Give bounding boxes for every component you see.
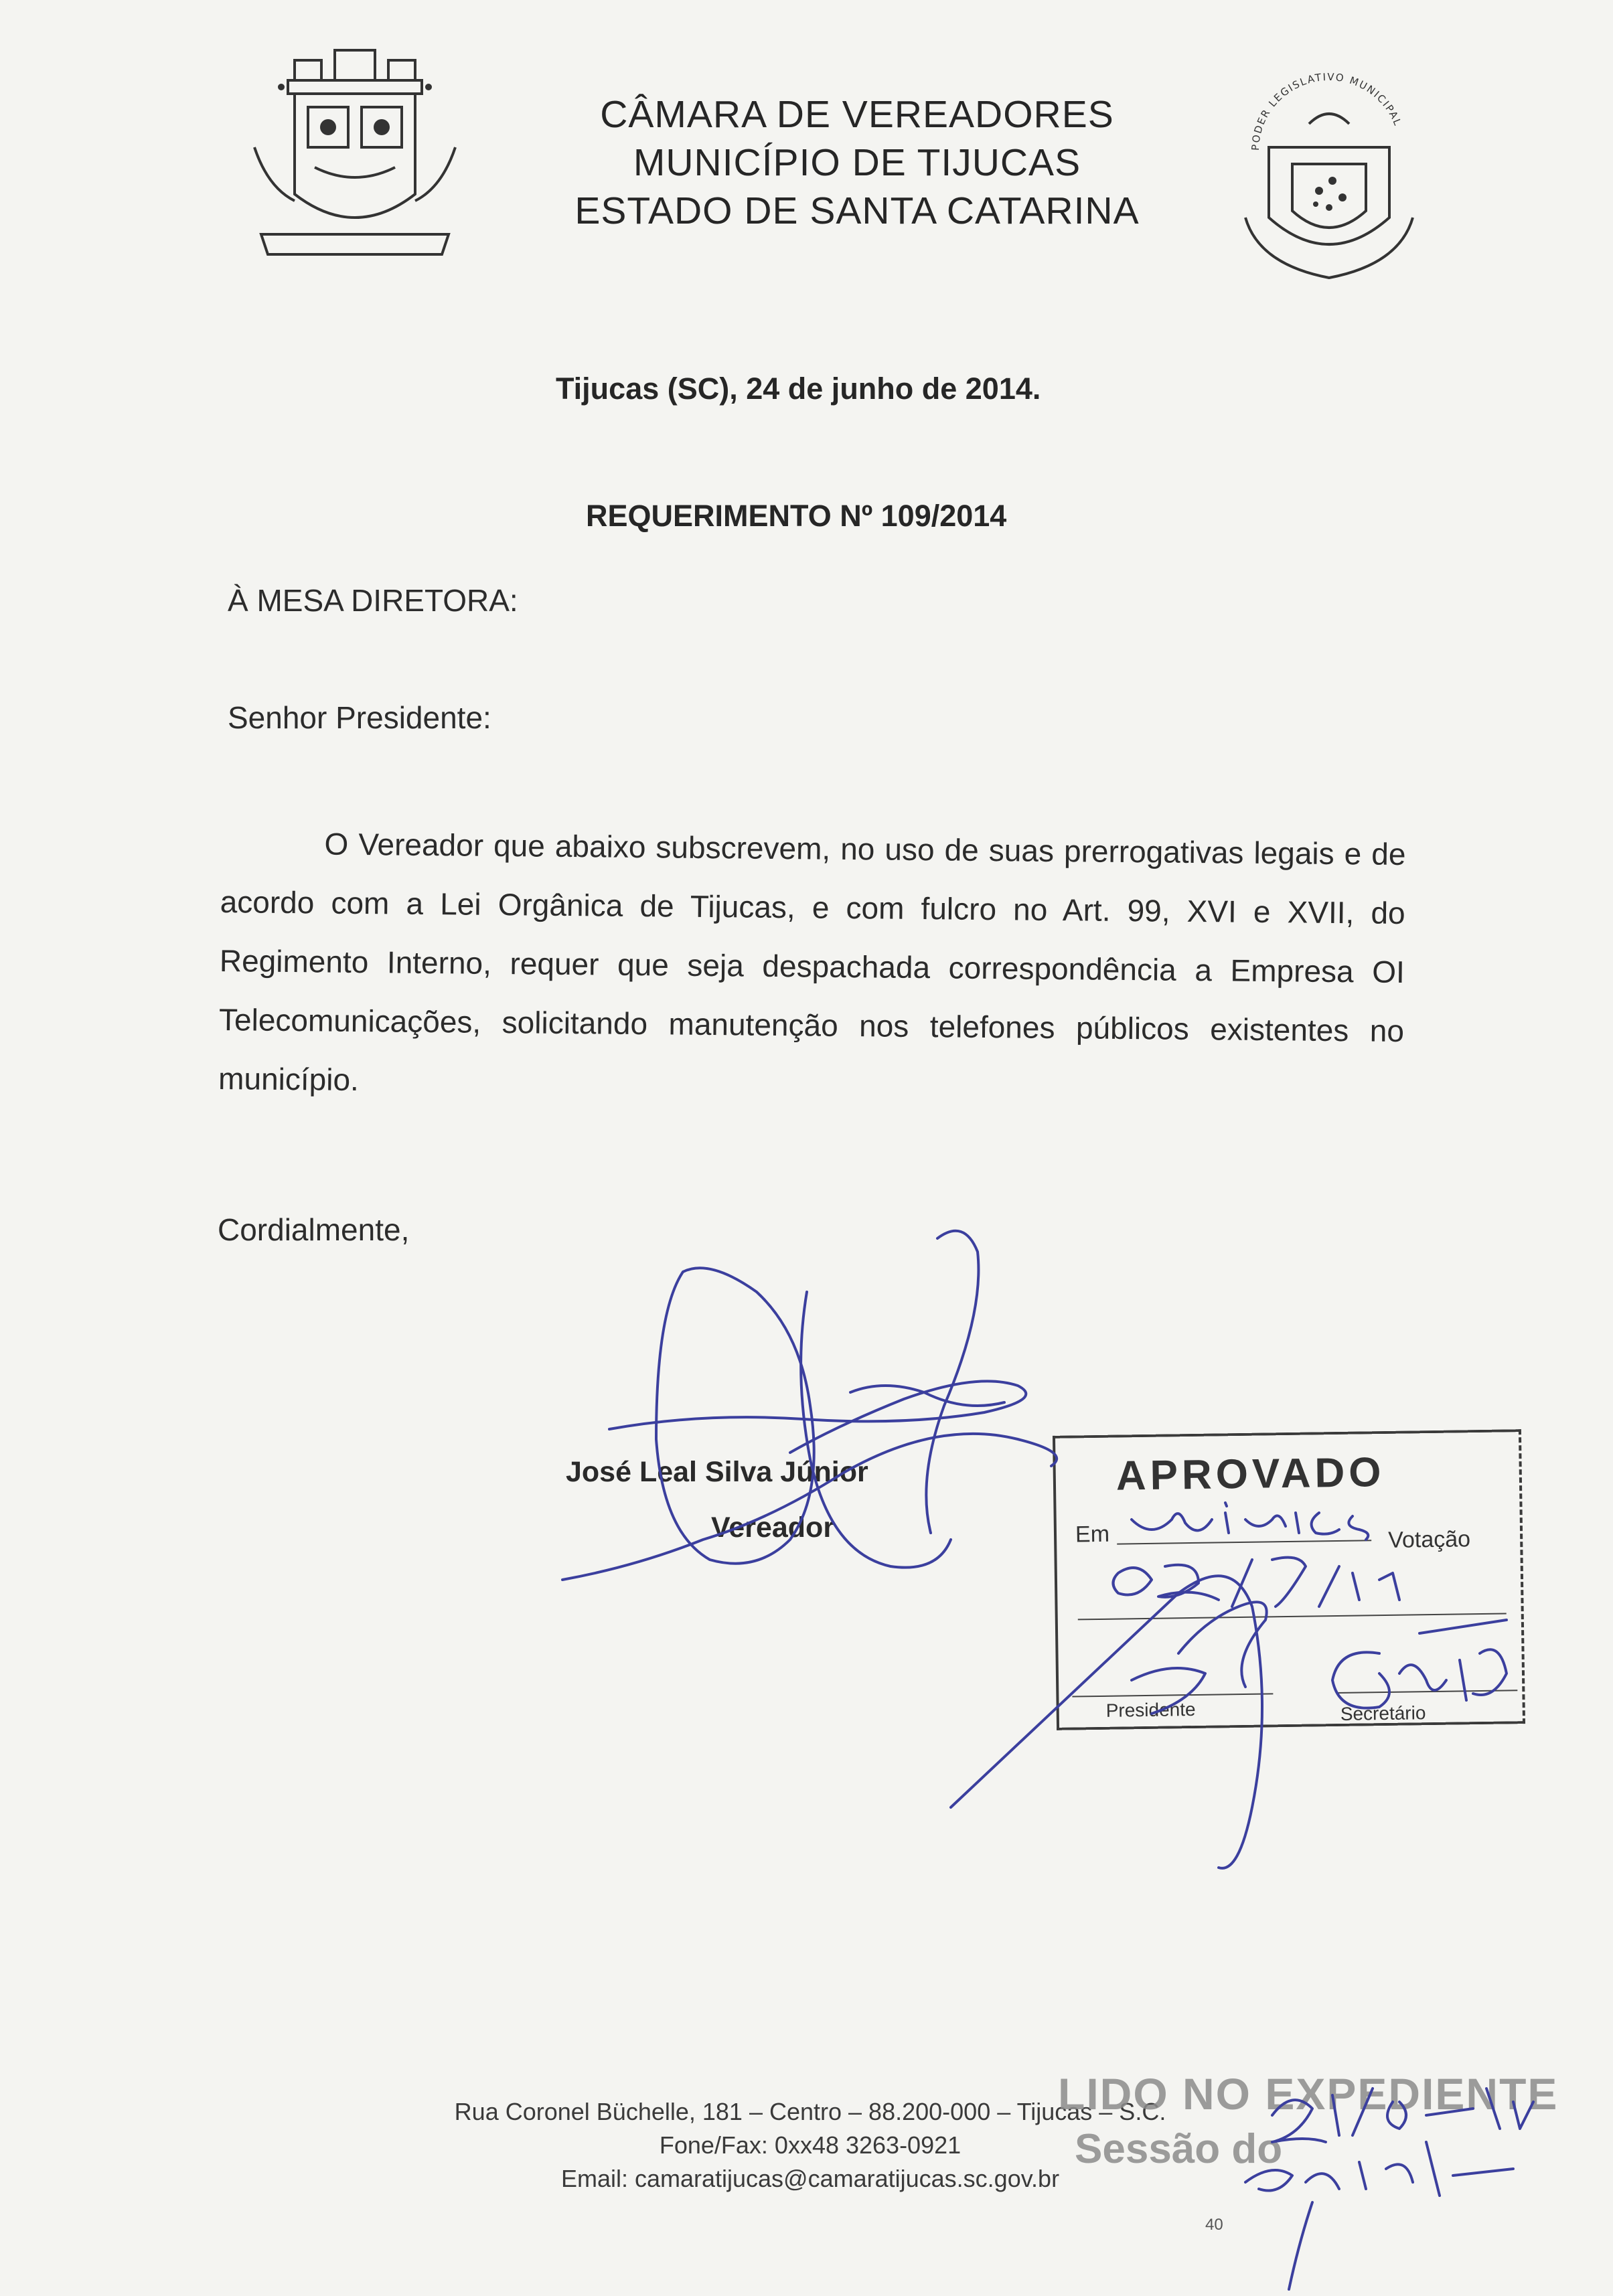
footer-email: Email: camaratijucas@camaratijucas.sc.gov.br (560, 2165, 1060, 2192)
stamp-presidente-line (1072, 1693, 1273, 1697)
stamp-date-line (1078, 1613, 1507, 1620)
closing: Cordialmente, (218, 1212, 410, 1247)
header-line-3: ESTADO DE SANTA CATARINA (574, 189, 1140, 232)
stamp-presidente-label: Presidente (1105, 1698, 1196, 1721)
page-number: 40 (1205, 2216, 1223, 2234)
header-line-1: CÂMARA DE VEREADORES (600, 93, 1114, 136)
footer-address: Rua Coronel Büchelle, 181 – Centro – 88.200-000 – Tijucas – S.C. (454, 2098, 1166, 2125)
municipal-coat-of-arms-icon (241, 47, 469, 274)
stamp-secretario-line (1336, 1690, 1517, 1694)
document-title: REQUERIMENTO Nº 109/2014 (586, 499, 1007, 533)
footer-phone: Fone/Fax: 0xx48 3263-0921 (659, 2131, 962, 2159)
header (522, 90, 1192, 235)
document-date: Tijucas (SC), 24 de junho de 2014. (556, 372, 1041, 406)
lido-expediente-stamp: LIDO NO EXPEDIENTE (1058, 2069, 1559, 2119)
svg-text:PODER LEGISLATIVO MUNICIPAL (1249, 71, 1404, 151)
stamp-votacao-label: Votação (1387, 1526, 1471, 1553)
seal-text: PODER LEGISLATIVO MUNICIPAL (1249, 70, 1405, 151)
salutation-mesa: À MESA DIRETORA: (228, 583, 518, 618)
stamp-em-label: Em (1075, 1521, 1110, 1548)
stamp-secretario-label: Secretário (1340, 1702, 1426, 1724)
sessao-stamp: Sessão do (1075, 2126, 1283, 2172)
approval-stamp (1053, 1429, 1525, 1730)
stamp-title: APROVADO (1116, 1449, 1385, 1499)
header-line-2: MUNICÍPIO DE TIJUCAS (633, 141, 1081, 184)
body-paragraph: O Vereador que abaixo subscrevem, no uso de suas prerrogativas legais e de acordo com a Lei Orgânica de Tijucas, e com fulcro no Art. 99, XVI e XVII, do Regimento Interno, requer que seja despachada correspondência a Empresa OI Telecomunicações, solicitando manutenção nos telefones públicos existentes no município. (218, 826, 1406, 1097)
stamp-em-line (1117, 1540, 1371, 1544)
legislative-seal-icon (1232, 64, 1426, 284)
signer-role: Vereador (711, 1511, 835, 1544)
signer-name: José Leal Silva Júnior (566, 1456, 868, 1488)
salutation-presidente: Senhor Presidente: (228, 700, 491, 735)
